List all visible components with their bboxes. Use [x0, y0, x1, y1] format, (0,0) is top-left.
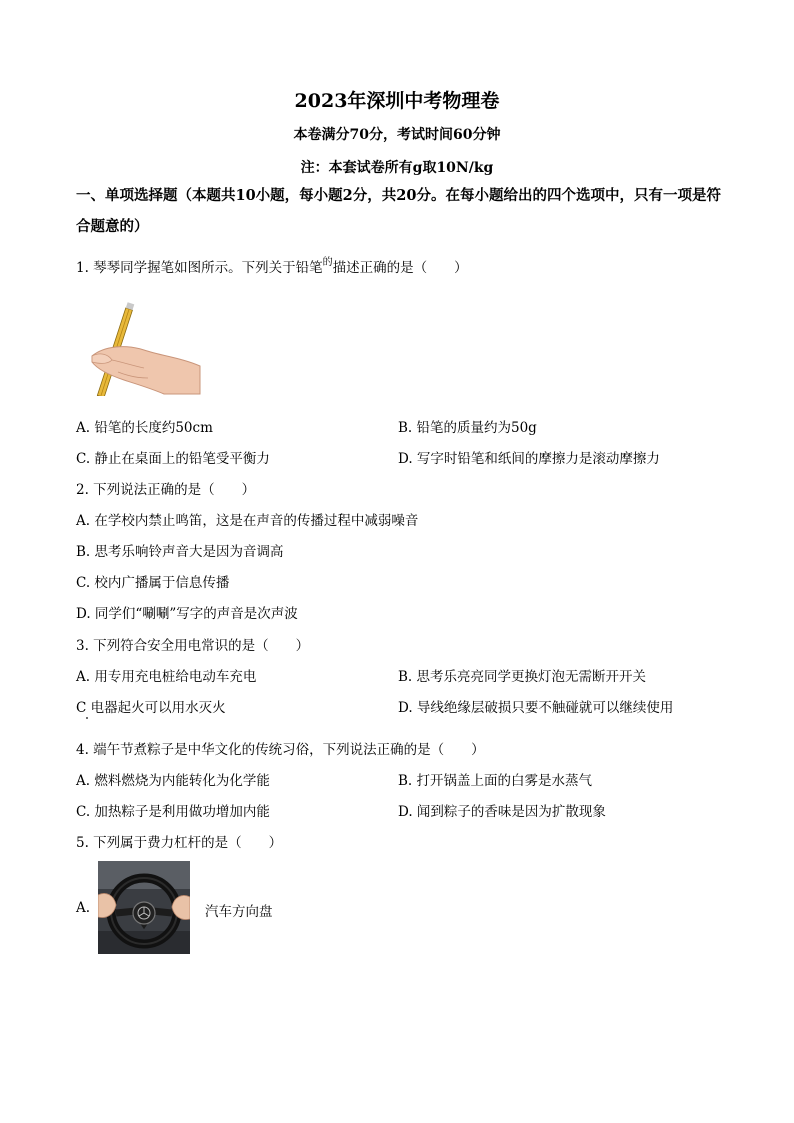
stray-dot	[86, 717, 88, 719]
question-4-stem: 4. 端午节煮粽子是中华文化的传统习俗，下列说法正确的是（ ）	[76, 742, 485, 758]
question-3-option-b: B. 思考乐亮亮同学更换灯泡无需断开开关	[398, 669, 647, 685]
question-1-option-c: C. 静止在桌面上的铅笔受平衡力	[76, 451, 270, 467]
question-4-option-c: C. 加热粽子是利用做功增加内能	[76, 804, 270, 820]
question-1-option-a: A. 铅笔的长度约50cm	[76, 420, 213, 436]
question-5-option-a-letter: A.	[76, 900, 91, 916]
question-5-stem: 5. 下列属于费力杠杆的是（ ）	[76, 835, 283, 851]
question-4-option-b: B. 打开锅盖上面的白雾是水蒸气	[398, 773, 593, 789]
question-1-stem	[76, 256, 468, 276]
question-2-option-b: B. 思考乐响铃声音大是因为音调高	[76, 544, 284, 560]
exam-info: 本卷满分70分，考试时间60分钟	[293, 127, 501, 143]
question-1-option-d: D. 写字时铅笔和纸间的摩擦力是滚动摩擦力	[398, 451, 660, 467]
exam-note: 注：本套试卷所有g取10N/kg	[300, 160, 494, 176]
question-4-option-a: A. 燃料燃烧为内能转化为化学能	[76, 773, 270, 789]
steering-wheel-icon	[98, 861, 190, 954]
question-3-option-c: C 电器起火可以用水灭火	[76, 700, 226, 716]
question-3-option-d: D. 导线绝缘层破损只要不触碰就可以继续使用	[398, 700, 674, 716]
question-1-stem-superscript: 的	[322, 257, 333, 268]
question-2-option-c: C. 校内广播属于信息传播	[76, 575, 230, 591]
question-1-option-b: B. 铅笔的质量约为50g	[398, 420, 537, 436]
section-heading: 一、单项选择题（本题共10小题，每小题2分，共20分。在每小题给出的四个选项中，只有一项是符合题意的）	[76, 187, 721, 235]
question-3-option-a: A. 用专用充电桩给电动车充电	[76, 669, 257, 685]
question-2-stem: 2. 下列说法正确的是（ ）	[76, 482, 256, 498]
question-4-option-d: D. 闻到粽子的香味是因为扩散现象	[398, 804, 606, 820]
question-2-option-d: D. 同学们“唰唰”写字的声音是次声波	[76, 606, 298, 622]
question-5-option-a-text: 汽车方向盘	[205, 904, 273, 920]
page-title: 2023年深圳中考物理卷	[294, 90, 500, 112]
question-1-stem-part2: 描述正确的是（ ）	[332, 260, 468, 276]
hand-holding-pencil-icon	[78, 296, 204, 396]
question-2-option-a: A. 在学校内禁止鸣笛，这是在声音的传播过程中减弱噪音	[76, 513, 419, 529]
question-1-stem-part1: 1. 琴琴同学握笔如图所示。下列关于铅笔	[76, 260, 323, 276]
question-3-stem: 3. 下列符合安全用电常识的是（ ）	[76, 638, 310, 654]
